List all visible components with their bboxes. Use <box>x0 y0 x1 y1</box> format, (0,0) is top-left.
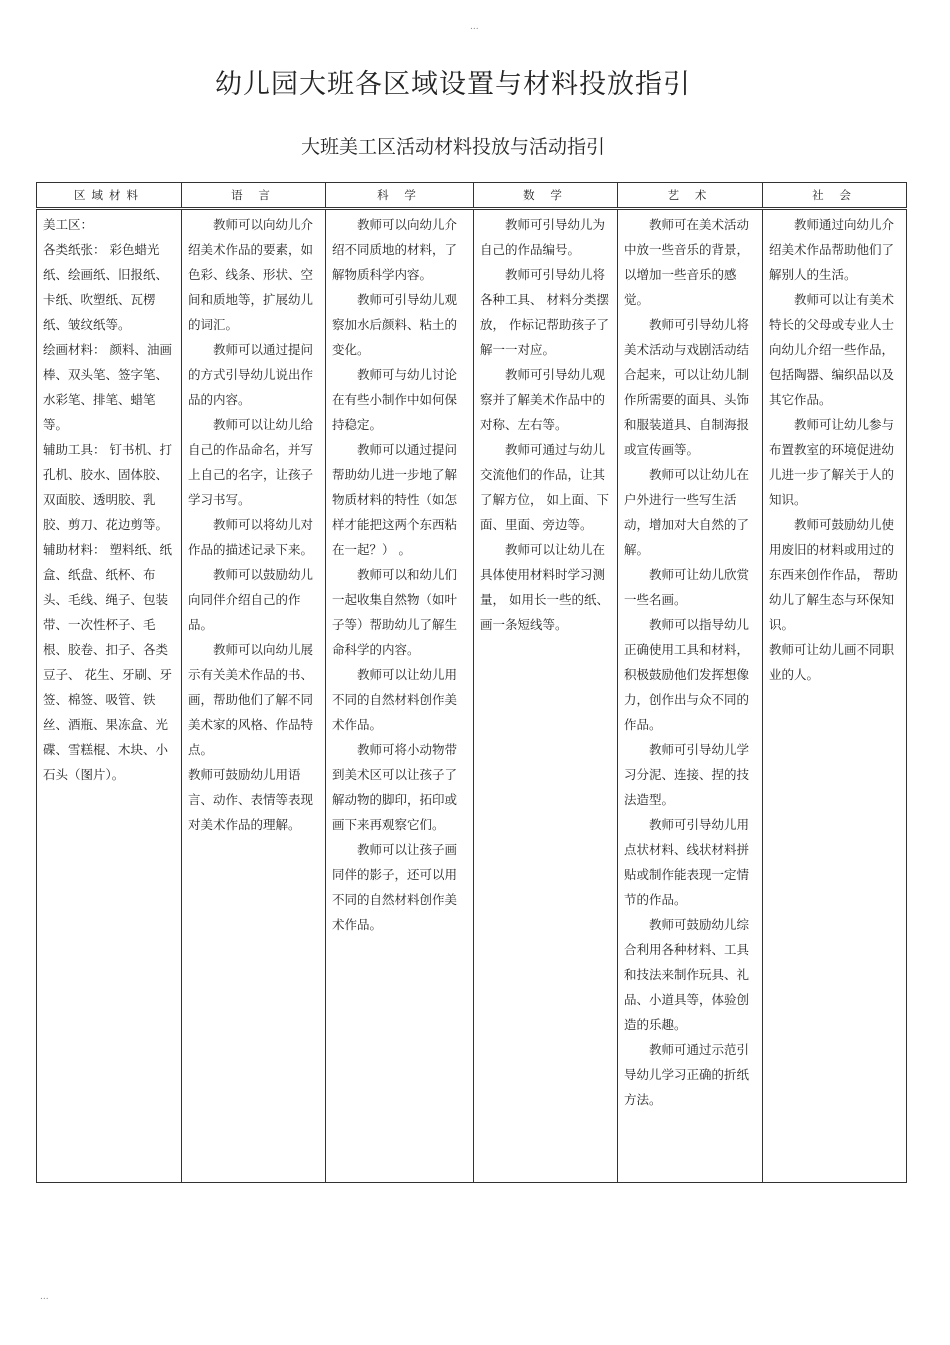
cell-paragraph: 教师可以让幼儿用不同的自然材料创作美术作品。 <box>332 667 458 732</box>
guidance-table <box>36 182 907 1183</box>
cell-paragraph: 教师可引导幼儿将美术活动与戏剧活动结合起来，可以让幼儿制作所需要的面具、头饰和服装道具、自制海报或宣传画等。 <box>624 317 750 457</box>
cell-math <box>474 209 618 1183</box>
cell-paragraph: 教师可以让幼儿在具体使用材料时学习测量， 如用长一些的纸、 画一条短线等。 <box>480 542 609 632</box>
cell-paragraph: 教师可以和幼儿们一起收集自然物（如叶子等）帮助幼儿了解生命科学的内容。 <box>332 567 458 657</box>
cell-paragraph: 教师可引导幼儿观察加水后颜料、粘土的变化。 <box>332 292 458 357</box>
cell-paragraph: 辅助工具： 钉书机、打孔机、胶水、固体胶、双面胶、透明胶、乳胶、剪刀、花边剪等。 <box>43 442 172 532</box>
cell-paragraph: 教师可以指导幼儿正确使用工具和材料，积极鼓励他们发挥想像力，创作出与众不同的作品。 <box>624 617 750 732</box>
cell-paragraph: 教师可引导幼儿用点状材料、线状材料拼贴或制作能表现一定情节的作品。 <box>624 817 750 907</box>
cell-paragraph: 教师可通过示范引导幼儿学习正确的折纸方法。 <box>624 1042 750 1107</box>
header-materials: 区域材料 <box>37 183 182 209</box>
cell-paragraph: 教师可以通过提问的方式引导幼儿说出作品的内容。 <box>188 342 314 407</box>
table-header-row <box>37 183 907 209</box>
section-subtitle: 大班美工区活动材料投放与活动指引 <box>300 136 605 158</box>
page-top-mark: ... <box>470 22 479 32</box>
cell-paragraph: 教师可在美术活动中放一些音乐的背景，以增加一些音乐的感觉。 <box>624 217 750 307</box>
cell-language <box>182 209 326 1183</box>
header-math: 数 学 <box>474 183 618 209</box>
cell-paragraph: 教师可引导幼儿为自己的作品编号。 <box>480 217 606 257</box>
header-society: 社 会 <box>763 183 907 209</box>
cell-paragraph: 辅助材料： 塑料纸、纸盒、纸盘、纸杯、布头、毛线、绳子、包装带、一次性杯子、毛根、胶卷、扣子、各类豆子、 花生、牙刷、牙签、棉签、吸管、铁丝、酒瓶、果冻盒、光碟、雪糕棍、木块、小石头（图片）。 <box>43 542 172 782</box>
cell-paragraph: 教师可与幼儿讨论在有些小制作中如何保持稳定。 <box>332 367 458 432</box>
cell-paragraph: 教师可以将幼儿对作品的描述记录下来。 <box>188 517 314 557</box>
cell-paragraph: 教师可通过与幼儿交流他们的作品，让其了解方位， 如上面、下面、里面、旁边等。 <box>480 442 609 532</box>
cell-paragraph: 教师可让幼儿参与布置教室的环境促进幼儿进一步了解关于人的知识。 <box>769 417 895 507</box>
cell-science <box>326 209 474 1183</box>
cell-paragraph: 教师可鼓励幼儿用语言、动作、表情等表现对美术作品的理解。 <box>188 767 314 832</box>
document-title: 幼儿园大班各区域设置与材料投放指引 <box>215 69 691 100</box>
cell-paragraph: 教师可以让有美术特长的父母或专业人士向幼儿介绍一些作品，包括陶器、编织品以及其它作品。 <box>769 292 895 407</box>
header-language: 语 言 <box>182 183 326 209</box>
cell-paragraph: 教师可以让幼儿给自己的作品命名，并写上自己的名字，让孩子学习书写。 <box>188 417 314 507</box>
cell-paragraph: 教师可引导幼儿将各种工具、 材料分类摆放， 作标记帮助孩子了解一一对应。 <box>480 267 609 357</box>
cell-paragraph: 教师可鼓励幼儿综合利用各种材料、工具和技法来制作玩具、礼品、小道具等，体验创造的乐趣。 <box>624 917 750 1032</box>
cell-paragraph: 教师可以向幼儿介绍美术作品的要素，如色彩、线条、形状、空间和质地等，扩展幼儿的词汇。 <box>188 217 314 332</box>
cell-paragraph: 教师可以通过提问帮助幼儿进一步地了解物质材料的特性（如怎样才能把这两个东西粘在一起？） 。 <box>332 442 458 557</box>
cell-paragraph: 教师可将小动物带到美术区可以让孩子了解动物的脚印，拓印或画下来再观察它们。 <box>332 742 458 832</box>
cell-paragraph: 教师可让幼儿画不同职业的人。 <box>769 642 895 682</box>
cell-paragraph: 教师可引导幼儿学习分泥、连接、捏的技法造型。 <box>624 742 750 807</box>
cell-paragraph: 美工区： <box>43 217 94 232</box>
cell-materials <box>37 209 182 1183</box>
cell-paragraph: 教师可鼓励幼儿使用废旧的材料或用过的东西来创作作品， 帮助幼儿了解生态与环保知识。 <box>769 517 898 632</box>
page-bottom-mark: ... <box>40 1292 49 1302</box>
cell-paragraph: 绘画材料： 颜料、油画棒、双头笔、签字笔、水彩笔、排笔、蜡笔等。 <box>43 342 172 432</box>
cell-paragraph: 各类纸张： 彩色蜡光纸、绘画纸、旧报纸、卡纸、吹塑纸、瓦楞纸、皱纹纸等。 <box>43 242 169 332</box>
cell-paragraph: 教师可以鼓励幼儿向同伴介绍自己的作品。 <box>188 567 314 632</box>
table-row <box>37 209 907 1183</box>
cell-paragraph: 教师可让幼儿欣赏一些名画。 <box>624 567 750 607</box>
cell-paragraph: 教师可引导幼儿观察并了解美术作品中的对称、左右等。 <box>480 367 606 432</box>
cell-paragraph: 教师可以向幼儿展示有关美术作品的书、画，帮助他们了解不同美术家的风格、作品特点。 <box>188 642 314 757</box>
cell-paragraph: 教师可以让幼儿在户外进行一些写生活动，增加对大自然的了解。 <box>624 467 750 557</box>
header-art: 艺 术 <box>618 183 763 209</box>
cell-paragraph: 教师可以向幼儿介绍不同质地的材料，了解物质科学内容。 <box>332 217 458 282</box>
cell-society <box>763 209 907 1183</box>
cell-paragraph: 教师可以让孩子画同伴的影子，还可以用不同的自然材料创作美术作品。 <box>332 842 458 932</box>
cell-art <box>618 209 763 1183</box>
header-science: 科 学 <box>326 183 474 209</box>
cell-paragraph: 教师通过向幼儿介绍美术作品帮助他们了解别人的生活。 <box>769 217 895 282</box>
